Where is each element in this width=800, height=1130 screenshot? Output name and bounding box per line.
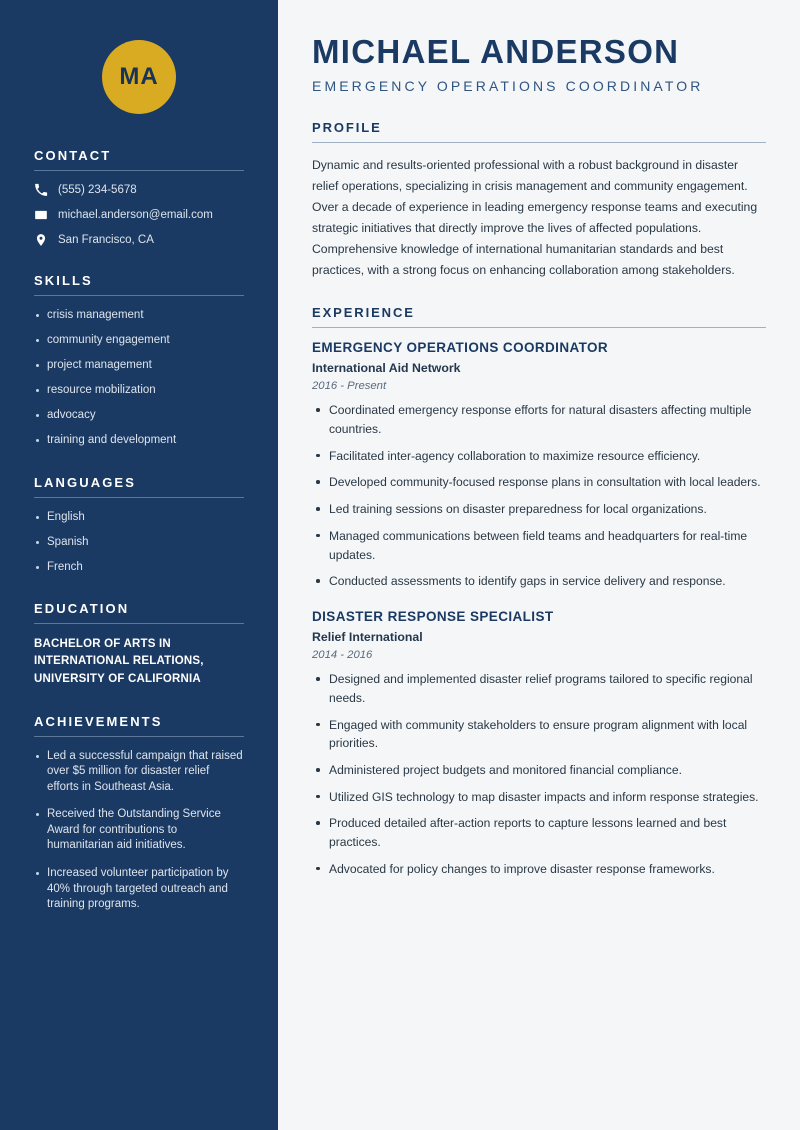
list-item: Led a successful campaign that raised over $5 million for disaster relief efforts in Southeast Asia. — [34, 749, 244, 796]
location-pin-icon — [34, 233, 48, 247]
avatar-wrap — [34, 0, 244, 148]
experience-item — [312, 340, 766, 591]
experience-item — [312, 609, 766, 879]
contact-phone-text: (555) 234-5678 — [58, 184, 137, 196]
list-item: training and development — [34, 433, 244, 449]
list-item: French — [34, 560, 244, 576]
languages-list — [34, 510, 244, 576]
education-entry: BACHELOR OF ARTS IN INTERNATIONAL RELATIONS, UNIVERSITY OF CALIFORNIA — [34, 638, 204, 685]
education-section-title: EDUCATION — [34, 601, 244, 624]
achievements-section-title: ACHIEVEMENTS — [34, 714, 244, 737]
list-item: Spanish — [34, 535, 244, 551]
achievements-list — [34, 749, 244, 913]
list-item: Advocated for policy changes to improve disaster response frameworks. — [312, 860, 766, 879]
list-item: Designed and implemented disaster relief programs tailored to specific regional needs. — [312, 670, 766, 707]
experience-org: Relief International — [312, 630, 423, 645]
contact-location-text: San Francisco, CA — [58, 234, 154, 246]
experience-section — [312, 305, 766, 878]
experience-dates: 2016 - Present — [312, 380, 387, 393]
list-item: crisis management — [34, 308, 244, 324]
list-item: Conducted assessments to identify gaps in service delivery and response. — [312, 572, 766, 591]
list-item: resource mobilization — [34, 383, 244, 399]
avatar: MA — [102, 40, 176, 114]
list-item: Increased volunteer participation by 40% through targeted outreach and training programs. — [34, 866, 244, 913]
education-section — [34, 601, 244, 688]
phone-icon — [34, 183, 48, 197]
profile-text: Dynamic and results-oriented professional with a robust background in disaster relief operations, specializing in crisis management and community engagement. Over a decade of experience in leading emergency response teams and executing strategic initiatives that directly improve the lives of affected populations. Comprehensive knowledge of international humanitarian standards and best practices, with a strong focus on enhancing collaboration among stakeholders. — [312, 158, 758, 278]
experience-org: International Aid Network — [312, 361, 461, 376]
list-item: Coordinated emergency response efforts for natural disasters affecting multiple countries. — [312, 401, 766, 438]
list-item: Led training sessions on disaster preparedness for local organizations. — [312, 500, 766, 519]
profile-section — [312, 120, 766, 281]
job-title: EMERGENCY OPERATIONS COORDINATOR — [312, 78, 704, 95]
contact-location — [34, 233, 244, 247]
list-item: Facilitated inter-agency collaboration to maximize resource efficiency. — [312, 447, 766, 466]
contact-email-text: michael.anderson@email.com — [58, 209, 213, 221]
list-item: project management — [34, 358, 244, 374]
main-content — [278, 0, 800, 1130]
languages-section-title: LANGUAGES — [34, 475, 244, 498]
contact-email — [34, 208, 244, 222]
list-item: Received the Outstanding Service Award for contributions to humanitarian aid initiatives. — [34, 807, 244, 854]
experience-role: EMERGENCY OPERATIONS COORDINATOR — [312, 340, 609, 356]
contact-section — [34, 148, 244, 247]
experience-bullets — [312, 670, 766, 879]
experience-bullets — [312, 401, 766, 591]
achievements-section — [34, 714, 244, 913]
list-item: Managed communications between field teams and headquarters for real-time updates. — [312, 527, 766, 564]
list-item: Developed community-focused response plans in consultation with local leaders. — [312, 473, 766, 492]
page-title: MICHAEL ANDERSON — [312, 33, 680, 70]
experience-role: DISASTER RESPONSE SPECIALIST — [312, 609, 554, 625]
contact-phone — [34, 183, 244, 197]
sidebar — [0, 0, 278, 1130]
envelope-icon — [34, 208, 48, 222]
profile-section-title: PROFILE — [312, 120, 766, 143]
list-item: English — [34, 510, 244, 526]
list-item: Administered project budgets and monitored financial compliance. — [312, 761, 766, 780]
list-item: advocacy — [34, 408, 244, 424]
contact-section-title: CONTACT — [34, 148, 244, 171]
skills-section-title: SKILLS — [34, 273, 244, 296]
experience-section-title: EXPERIENCE — [312, 305, 766, 328]
list-item: Engaged with community stakeholders to ensure program alignment with local priorities. — [312, 716, 766, 753]
list-item: community engagement — [34, 333, 244, 349]
list-item: Produced detailed after-action reports to capture lessons learned and best practices. — [312, 814, 766, 851]
list-item: Utilized GIS technology to map disaster impacts and inform response strategies. — [312, 788, 766, 807]
experience-dates: 2014 - 2016 — [312, 649, 373, 662]
skills-list — [34, 308, 244, 449]
languages-section — [34, 475, 244, 576]
skills-section — [34, 273, 244, 449]
